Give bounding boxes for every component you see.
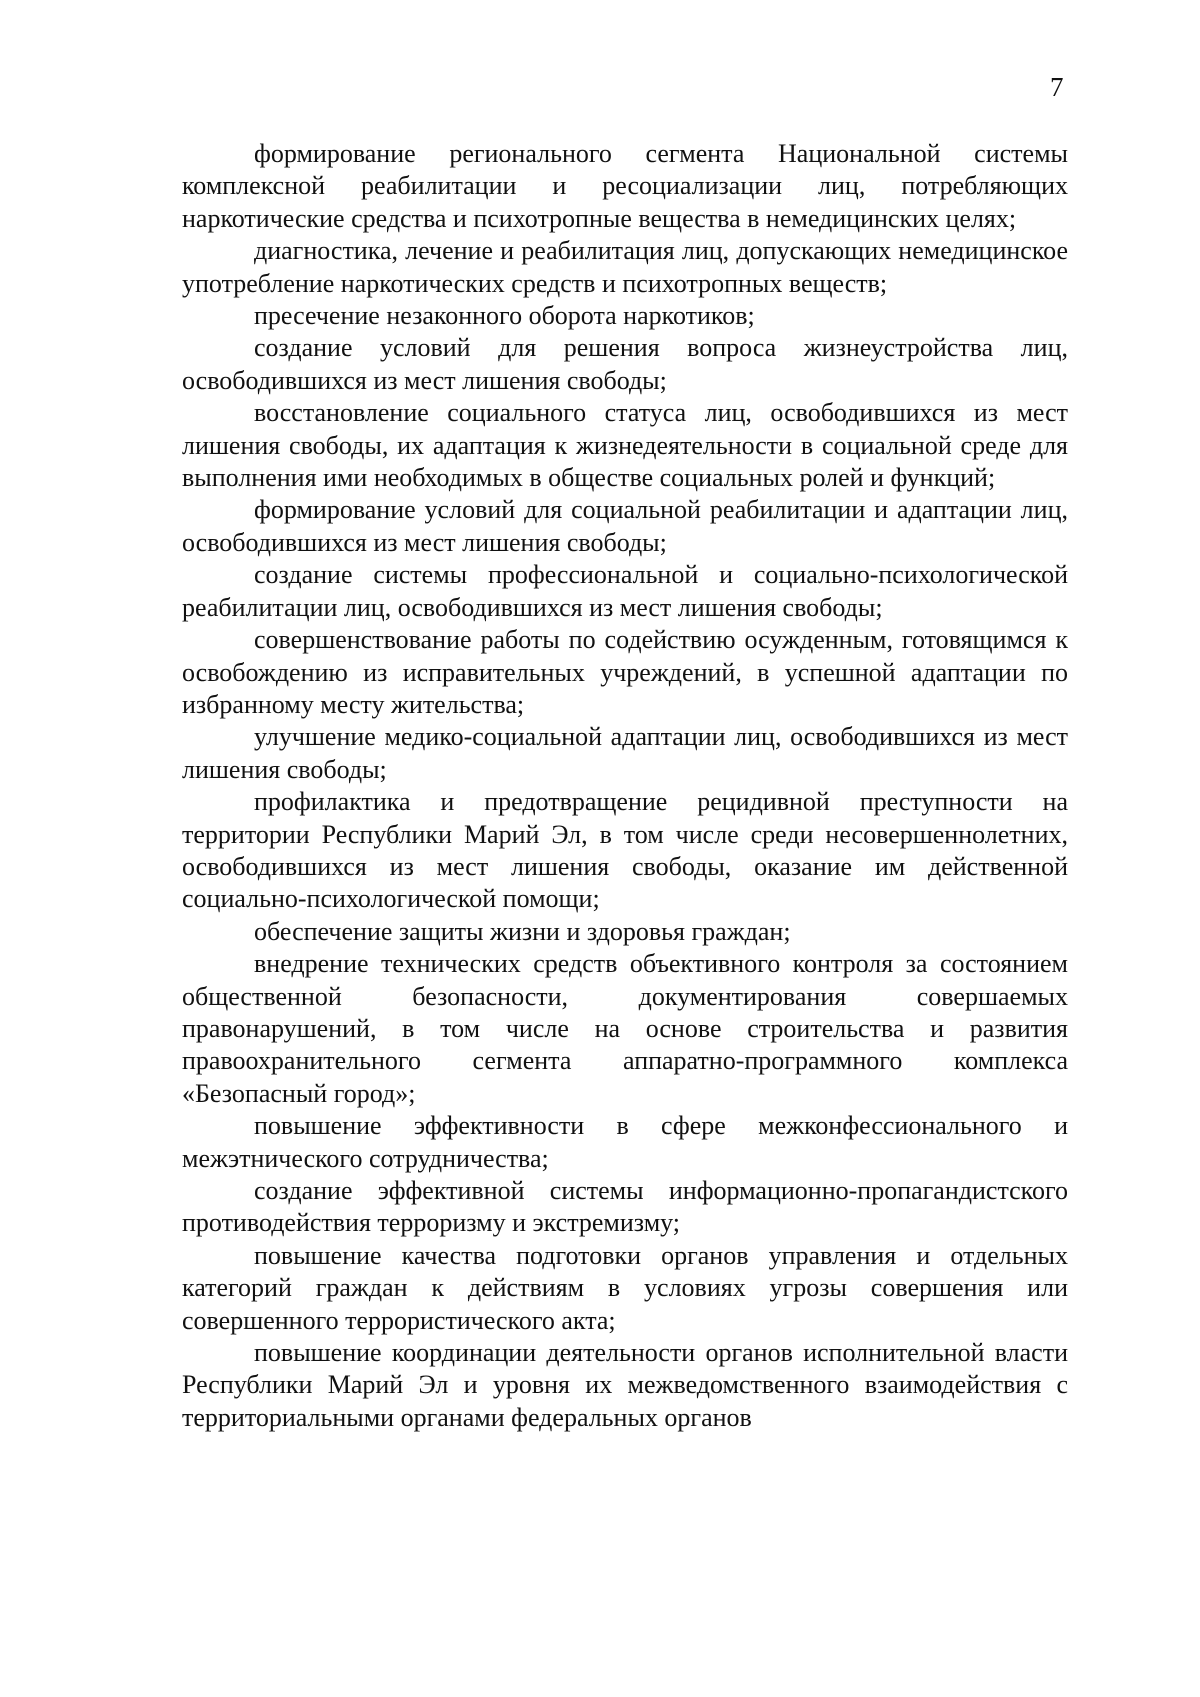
paragraph: восстановление социального статуса лиц, освободившихся из мест лишения свободы, их адаптация к жизнедеятельности в социальной среде для выполнения ими необходимых в обществе социальных ролей и функций;	[182, 398, 1068, 493]
paragraph: пресечение незаконного оборота наркотиков;	[254, 301, 755, 331]
paragraph: диагностика, лечение и реабилитация лиц, допускающих немедицинское употребление наркотических средств и психотропных веществ;	[182, 236, 1068, 298]
paragraph: повышение качества подготовки органов управления и отдельных категорий граждан к действиям в условиях угрозы совершения или совершенного террористического акта;	[182, 1240, 1068, 1335]
paragraph: формирование условий для социальной реабилитации и адаптации лиц, освободившихся из мест лишения свободы;	[182, 495, 1068, 557]
paragraph: внедрение технических средств объективного контроля за состоянием общественной безопасности, документирования совершаемых правонарушений, в том числе на основе строительства и развития правоохранительного сегмента аппаратно-программного комплекса «Безопасный город»;	[182, 949, 1068, 1108]
paragraph: формирование регионального сегмента Национальной системы комплексной реабилитации и ресоциализации лиц, потребляющих наркотические средства и психотропные вещества в немедицинских целях;	[182, 139, 1068, 233]
paragraph: создание системы профессиональной и социально-психологической реабилитации лиц, освободившихся из мест лишения свободы;	[182, 560, 1068, 622]
paragraph: совершенствование работы по содействию осужденным, готовящимся к освобождению из исправительных учреждений, в успешной адаптации по избранному месту жительства;	[182, 625, 1068, 719]
paragraph: создание эффективной системы информационно-пропагандистского противодействия терроризму и экстремизму;	[182, 1176, 1068, 1238]
document-body	[182, 138, 1068, 1434]
paragraph: профилактика и предотвращение рецидивной преступности на территории Республики Марий Эл, в том числе среди несовершеннолетних, освободившихся из мест лишения свободы, оказание им действенной социально-психологической помощи;	[182, 787, 1068, 914]
paragraph: повышение эффективности в сфере межконфессионального и межэтнического сотрудничества;	[182, 1111, 1068, 1173]
paragraph: повышение координации деятельности органов исполнительной власти Республики Марий Эл и уровня их межведомственного взаимодействия с территориальными органами федеральных органов	[182, 1338, 1068, 1432]
page-number: 7	[1050, 72, 1064, 102]
paragraph: обеспечение защиты жизни и здоровья граждан;	[254, 916, 791, 946]
paragraph: улучшение медико-социальной адаптации лиц, освободившихся из мест лишения свободы;	[182, 722, 1068, 784]
paragraph: создание условий для решения вопроса жизнеустройства лиц, освободившихся из мест лишения свободы;	[182, 333, 1068, 395]
